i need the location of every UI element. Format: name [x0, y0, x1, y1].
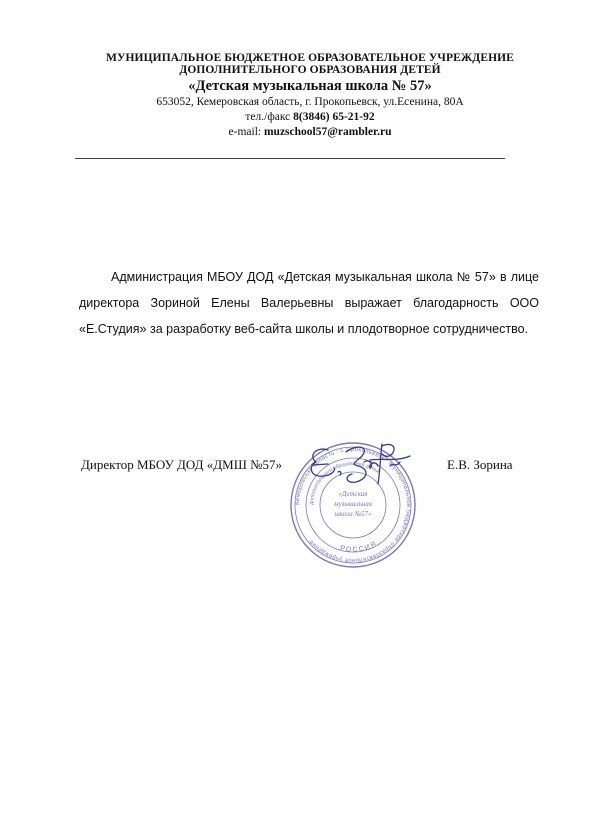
signatory-name: Е.В. Зорина	[447, 457, 513, 472]
seal-center-line3: школа №57»	[334, 510, 372, 518]
address: 653052, Кемеровская область, г. Прокопьевск, ул.Есенина, 80А	[156, 96, 464, 108]
seal-outer-textpath: Кемеровская область · г. Прокопьевск · Муниципальное бюджетное образовательное учреждение	[294, 446, 412, 564]
header-divider	[75, 158, 505, 159]
org-name-line2: ДОПОЛНИТЕЛЬНОГО ОБРАЗОВАНИЯ ДЕТЕЙ	[179, 64, 441, 76]
email	[60, 125, 560, 140]
phone-label: тел./факс	[245, 111, 294, 123]
seal-center-line2: музыкальная	[333, 500, 373, 508]
seal-country-textpath: РОССИЯ	[339, 540, 379, 554]
signatory-title: Директор МБОУ ДОД «ДМШ №57»	[81, 457, 282, 472]
seal-center-line1: «Детская	[338, 490, 368, 498]
phone	[60, 110, 560, 125]
letterhead	[60, 52, 560, 140]
letter-body: Администрация МБОУ ДОД «Детская музыкальная школа № 57» в лице директора Зориной Елены Валерьевны выражает благодарность ООО «Е.Студия» за разработку веб-сайта школы и плодотворное сотрудничество.	[79, 270, 539, 336]
school-name: «Детская музыкальная школа № 57»	[188, 78, 432, 94]
seal-inner-textpath: дополнительного образования детей	[308, 460, 381, 506]
handwritten-signature	[298, 432, 418, 492]
org-name-line1: МУНИЦИПАЛЬНОЕ БЮДЖЕТНОЕ ОБРАЗОВАТЕЛЬНОЕ УЧРЕЖДЕНИЕ	[106, 52, 514, 64]
seal-country-text	[339, 540, 378, 554]
phone-value: 8(3846) 65-21-92	[293, 111, 375, 123]
email-label: e-mail:	[228, 126, 264, 138]
email-value: muzschool57@rambler.ru	[263, 126, 392, 138]
